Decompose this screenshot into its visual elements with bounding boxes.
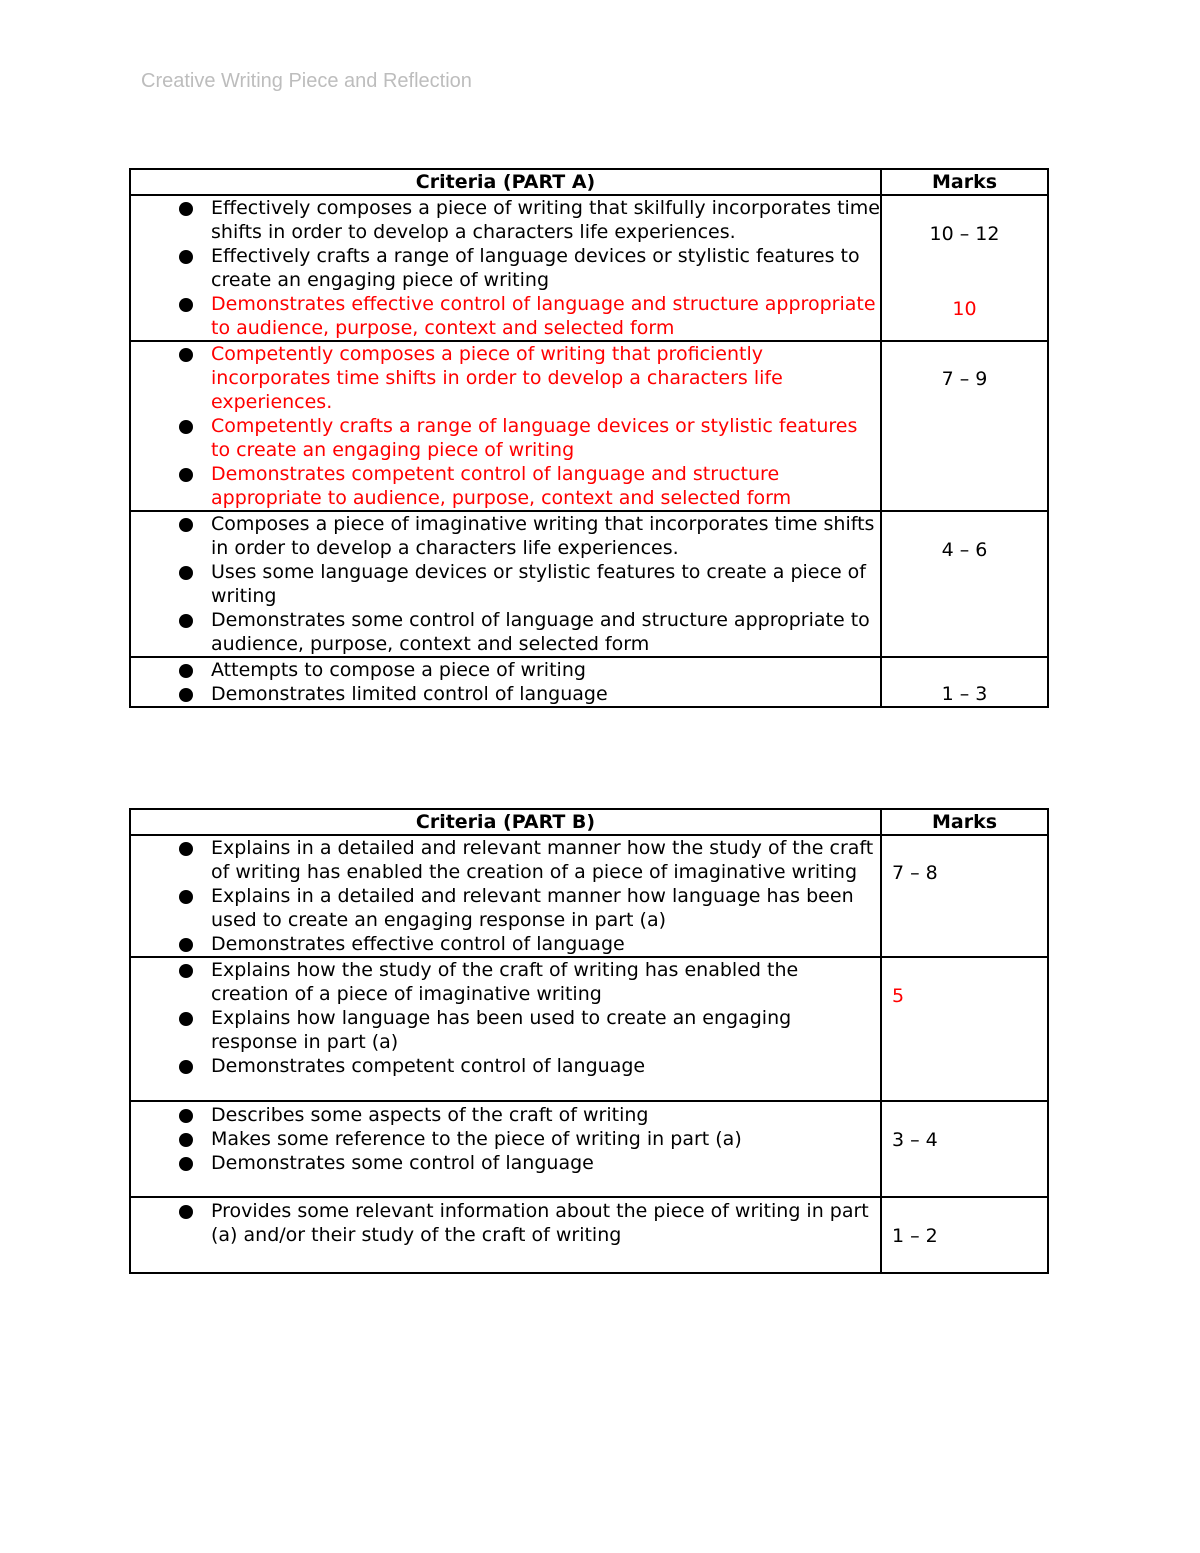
marks-cell xyxy=(881,657,1048,707)
table-row xyxy=(130,835,1048,957)
marks-cell xyxy=(881,835,1048,957)
marks-range: 7 – 8 xyxy=(892,862,938,884)
table-row xyxy=(130,341,1048,511)
criteria-list xyxy=(131,1198,880,1247)
marks-cell xyxy=(881,511,1048,657)
marks-cell xyxy=(881,341,1048,511)
rubric-table-part-a xyxy=(129,168,1049,708)
criteria-list xyxy=(131,342,880,510)
criteria-cell xyxy=(130,341,881,511)
criteria-cell xyxy=(130,657,881,707)
marks-cell xyxy=(881,957,1048,1101)
criterion-item: Demonstrates competent control of language and structure appropriate to audience, purpose, context and selected form xyxy=(211,462,880,510)
criterion-item: Attempts to compose a piece of writing xyxy=(211,658,880,682)
marks-header: Marks xyxy=(881,809,1048,835)
criteria-list xyxy=(131,196,880,340)
table-row xyxy=(130,1197,1048,1273)
table-row xyxy=(130,1101,1048,1197)
criteria-cell xyxy=(130,1101,881,1197)
criterion-item: Demonstrates limited control of language xyxy=(211,682,880,706)
criterion-item: Demonstrates some control of language and structure appropriate to audience, purpose, context and selected form xyxy=(211,608,880,656)
criteria-list xyxy=(131,658,880,706)
table-row xyxy=(130,195,1048,341)
marks-cell xyxy=(881,1101,1048,1197)
marks-range: 3 – 4 xyxy=(892,1129,938,1151)
table-row xyxy=(130,957,1048,1101)
criteria-list xyxy=(131,512,880,656)
criterion-item: Uses some language devices or stylistic features to create a piece of writing xyxy=(211,560,880,608)
criteria-cell xyxy=(130,835,881,957)
table-header-row xyxy=(130,809,1048,835)
criteria-list xyxy=(131,958,880,1078)
marks-range: 7 – 9 xyxy=(941,368,988,390)
criteria-list xyxy=(131,836,880,956)
criterion-item: Demonstrates some control of language xyxy=(211,1151,880,1175)
criterion-item: Demonstrates effective control of language xyxy=(211,932,880,956)
marks-range: 10 – 12 xyxy=(929,223,1000,245)
criterion-item: Competently composes a piece of writing that proficiently incorporates time shifts in order to develop a characters life experiences. xyxy=(211,342,880,414)
awarded-mark: 5 xyxy=(892,985,905,1007)
marks-header: Marks xyxy=(881,169,1048,195)
table-header-row xyxy=(130,169,1048,195)
criterion-item: Composes a piece of imaginative writing that incorporates time shifts in order to develop a characters life experiences. xyxy=(211,512,880,560)
criterion-item: Explains how the study of the craft of writing has enabled the creation of a piece of imaginative writing xyxy=(211,958,880,1006)
criterion-item: Explains in a detailed and relevant manner how the study of the craft of writing has enabled the creation of a piece of imaginative writing xyxy=(211,836,880,884)
awarded-mark: 10 xyxy=(952,298,977,320)
criteria-list xyxy=(131,1102,880,1175)
rubric-table-part-b xyxy=(129,808,1049,1274)
table-row xyxy=(130,511,1048,657)
criterion-item: Makes some reference to the piece of writing in part (a) xyxy=(211,1127,880,1151)
criteria-cell xyxy=(130,511,881,657)
criteria-cell xyxy=(130,957,881,1101)
table-row xyxy=(130,657,1048,707)
criterion-item: Explains in a detailed and relevant manner how language has been used to create an engaging response in part (a) xyxy=(211,884,880,932)
criteria-header: Criteria (PART A) xyxy=(130,169,881,195)
criterion-item: Effectively crafts a range of language devices or stylistic features to create an engaging piece of writing xyxy=(211,244,880,292)
marks-cell xyxy=(881,1197,1048,1273)
criterion-item: Effectively composes a piece of writing that skilfully incorporates time shifts in order to develop a characters life experiences. xyxy=(211,197,880,243)
marks-range: 4 – 6 xyxy=(941,539,988,561)
page-header: Creative Writing Piece and Reflection xyxy=(141,70,472,92)
criteria-cell xyxy=(130,195,881,341)
criterion-item: Describes some aspects of the craft of writing xyxy=(211,1103,880,1127)
criterion-item: Competently crafts a range of language devices or stylistic features to create an engaging piece of writing xyxy=(211,414,880,462)
marks-cell xyxy=(881,195,1048,341)
criterion-item: Demonstrates effective control of language and structure appropriate to audience, purpose, context and selected form xyxy=(211,292,880,340)
criterion-item: Explains how language has been used to create an engaging response in part (a) xyxy=(211,1006,880,1054)
criteria-cell xyxy=(130,1197,881,1273)
marks-range: 1 – 3 xyxy=(941,683,988,705)
criterion-item: Provides some relevant information about the piece of writing in part (a) and/or their study of the craft of writing xyxy=(211,1199,880,1247)
criteria-header: Criteria (PART B) xyxy=(130,809,881,835)
criterion-item: Demonstrates competent control of language xyxy=(211,1054,880,1078)
marks-range: 1 – 2 xyxy=(892,1225,938,1247)
